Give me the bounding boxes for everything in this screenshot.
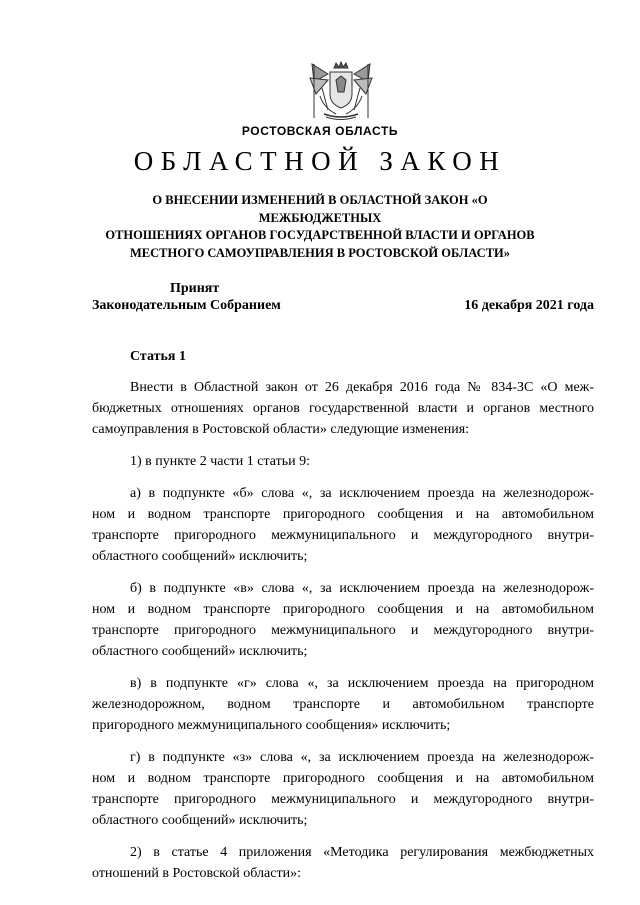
paragraph-line: транспорте пригородного межмуниципального и междугородного внутри-: [92, 623, 594, 638]
paragraph-line: ном и водном транспорте пригородного сообщения и на автомобильном: [92, 771, 594, 786]
paragraph-line: 2) в статье 4 приложения «Методика регулирования межбюджетных: [130, 845, 594, 860]
article-heading: Статья 1: [130, 349, 186, 364]
law-title: [90, 192, 550, 262]
paragraph: [92, 483, 594, 567]
paragraph-line: 1) в пункте 2 части 1 статьи 9:: [130, 454, 311, 469]
law-title-line: МЕСТНОГО САМОУПРАВЛЕНИЯ В РОСТОВСКОЙ ОБЛАСТИ»: [130, 245, 510, 260]
law-title-line: О ВНЕСЕНИИ ИЗМЕНЕНИЙ В ОБЛАСТНОЙ ЗАКОН «О МЕЖБЮДЖЕТНЫХ: [152, 193, 488, 225]
paragraph-line: б) в подпункте «в» слова «, за исключением проезда на железнодорож-: [130, 581, 594, 596]
paragraph-line: ном и водном транспорте пригородного сообщения и на автомобильном: [92, 602, 594, 617]
paragraph-line: г) в подпункте «з» слова «, за исключением проезда на железнодорож-: [130, 750, 594, 765]
paragraph: [92, 842, 594, 884]
paragraph-line: областного сообщений» исключить;: [92, 813, 308, 828]
paragraph: [92, 673, 594, 736]
article-body: [92, 346, 594, 895]
paragraph-line: ном и водном транспорте пригородного сообщения и на автомобильном: [92, 507, 594, 522]
paragraph-line: самоуправления в Ростовской области» следующие изменения:: [92, 422, 470, 437]
paragraph-line: областного сообщений» исключить;: [92, 644, 308, 659]
paragraph-line: транспорте пригородного межмуниципального и междугородного внутри-: [92, 792, 594, 807]
adoption-date: 16 декабря 2021 года: [464, 298, 594, 313]
paragraph-line: в) в подпункте «г» слова «, за исключением проезда на пригородном: [130, 676, 594, 691]
document-type: ОБЛАСТНОЙ ЗАКОН: [133, 146, 507, 176]
adoption-block: [92, 280, 312, 314]
paragraph: [92, 377, 594, 440]
paragraph-line: железнодорожном, водном транспорте и автомобильном транспорте: [92, 697, 594, 712]
paragraph-line: транспорте пригородного межмуниципального и междугородного внутри-: [92, 528, 594, 543]
paragraph-line: пригородного межмуниципального сообщения» исключить;: [92, 718, 451, 733]
adopted-label: Принят: [170, 281, 220, 296]
coat-of-arms-emblem: [306, 60, 376, 122]
paragraph-line: а) в подпункте «б» слова «, за исключением проезда на железнодорож-: [130, 486, 594, 501]
paragraph-line: бюджетных отношениях органов государственной власти и органов местного: [92, 401, 594, 416]
adopted-by: Законодательным Собранием: [92, 298, 281, 313]
paragraph: [92, 747, 594, 831]
law-title-line: ОТНОШЕНИЯХ ОРГАНОВ ГОСУДАРСТВЕННОЙ ВЛАСТИ И ОРГАНОВ: [105, 228, 535, 242]
paragraph-line: областного сообщений» исключить;: [92, 549, 308, 564]
paragraph: [92, 578, 594, 662]
region-name: РОСТОВСКАЯ ОБЛАСТЬ: [241, 124, 399, 138]
paragraph: [92, 451, 594, 472]
paragraph-line: Внести в Областной закон от 26 декабря 2016 года № 834-ЗС «О меж-: [130, 380, 594, 395]
paragraph-line: отношений в Ростовской области»:: [92, 866, 301, 881]
